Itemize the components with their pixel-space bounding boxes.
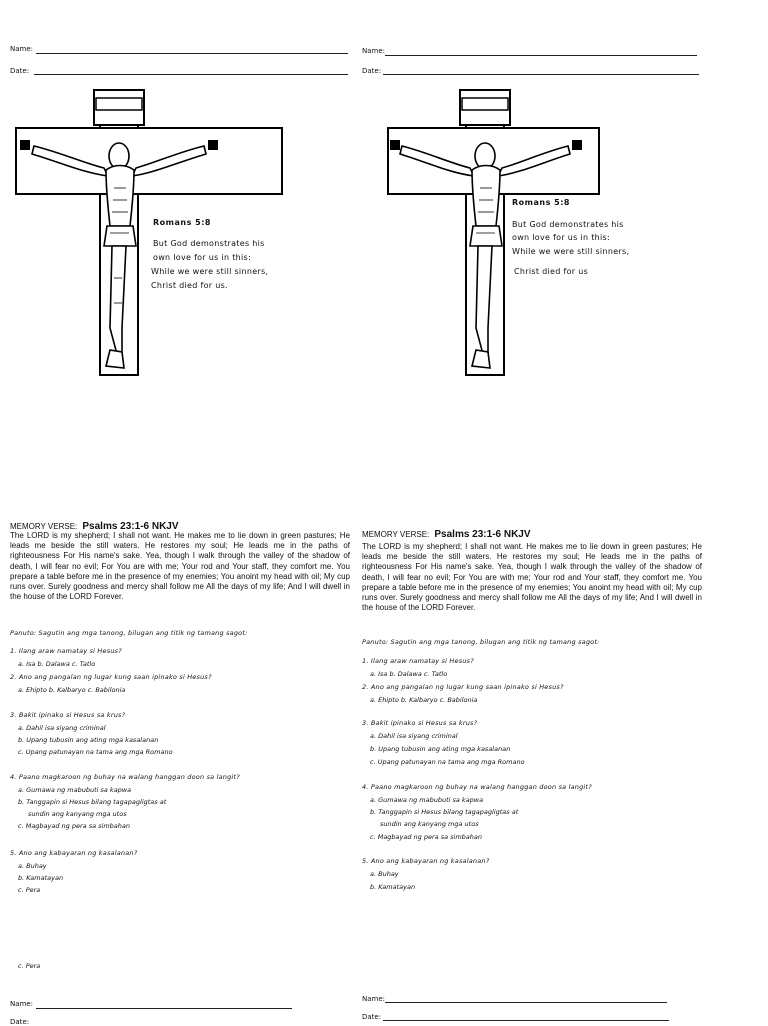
q2-options-left: a. Ehipto b. Kalbaryo c. Babilonia: [18, 686, 126, 694]
name-line-bottom-left[interactable]: [36, 1008, 292, 1009]
memory-verse-prefix: MEMORY VERSE:: [10, 522, 78, 531]
date-line-right[interactable]: [383, 74, 699, 75]
name-label-right: Name:: [362, 47, 386, 55]
q4-b1-right: b. Tanggapin si Hesus bilang tagapagligtas at: [370, 808, 519, 816]
q4-c-right: c. Magbayad ng pera sa simbahan: [370, 833, 483, 841]
romans-line-1-right: But God demonstrates his: [512, 220, 624, 229]
q1-options-left: a. Isa b. Dalawa c. Tatlo: [18, 660, 96, 668]
q3-c-right: c. Upang patunayan na tama ang mga Romano: [370, 758, 525, 766]
name-label: Name:: [10, 45, 34, 53]
q5-b-left: b. Kamatayan: [18, 874, 64, 882]
quiz-instructions-right: Panuto: Sagutin ang mga tanong, bilugan ang titik ng tamang sagot:: [362, 638, 600, 646]
q4-b1-left: b. Tanggapin si Hesus bilang tagapagligtas at: [18, 798, 167, 806]
memory-verse-heading-right: [362, 522, 531, 541]
name-line-bottom-right[interactable]: [385, 1002, 667, 1003]
q3-b-left: b. Upang tubusin ang ating mga kasalanan: [18, 736, 159, 744]
name-label-bottom-left: Name:: [10, 1000, 34, 1008]
romans-line-3-left: While we were still sinners,: [151, 267, 269, 276]
date-label: Date:: [10, 67, 30, 75]
stray-answer-pera: c. Pera: [18, 962, 41, 970]
q3-c-left: c. Upang patunayan na tama ang mga Romano: [18, 748, 173, 756]
romans-line-3-right: While we were still sinners,: [512, 247, 630, 256]
romans-line-1-left: But God demonstrates his: [153, 239, 265, 248]
q3-left: 3. Bakit ipinako si Hesus sa krus?: [10, 711, 126, 719]
date-line-bottom-right[interactable]: [383, 1020, 669, 1021]
romans-line-4-right: Christ died for us: [514, 267, 589, 276]
quiz-instructions-left: Panuto: Sagutin ang mga tanong, bilugan ang titik ng tamang sagot:: [10, 629, 248, 637]
q4-a-left: a. Gumawa ng mabubuti sa kapwa: [18, 786, 132, 794]
memory-verse-title-right: Psalms 23:1-6 NKJV: [434, 529, 531, 540]
q4-c-left: c. Magbayad ng pera sa simbahan: [18, 822, 131, 830]
q1-right: 1. Ilang araw namatay si Hesus?: [362, 657, 474, 665]
romans-title-left: Romans 5:8: [153, 218, 211, 227]
q5-a-right: a. Buhay: [370, 870, 399, 878]
memory-verse-body-right: The LORD is my shepherd; I shall not want. He makes me to lie down in green pastures; He leads me beside the still waters. He restores my soul; He leads me in the paths of righteousness For His name's sake. Yea, though I walk through the valley of the shadow of death, I will fear no evil; For You are with me; Your rod and Your staff, they comfort me. You prepare a table before me in the presence of my enemies; You anoint my head with oil; My cup runs over. Surely goodness and mercy shall follow me All the days of my life; And I will dwell in the house of the LORD Forever.: [362, 542, 702, 613]
q2-right: 2. Ano ang pangalan ng lugar kung saan ipinako si Hesus?: [362, 683, 564, 691]
memory-verse-prefix-right: MEMORY VERSE:: [362, 530, 430, 539]
q2-left: 2. Ano ang pangalan ng lugar kung saan ipinako si Hesus?: [10, 673, 212, 681]
q3-a-left: a. Dahil isa siyang criminal: [18, 724, 106, 732]
crucifix-illustration: [14, 88, 284, 388]
name-label-bottom-right: Name:: [362, 995, 386, 1003]
name-line-right[interactable]: [385, 55, 697, 56]
q3-a-right: a. Dahil isa siyang criminal: [370, 732, 458, 740]
q4-a-right: a. Gumawa ng mabubuti sa kapwa: [370, 796, 484, 804]
romans-title-right: Romans 5:8: [512, 198, 570, 207]
q1-left: 1. Ilang araw namatay si Hesus?: [10, 647, 122, 655]
q2-options-right: a. Ehipto b. Kalbaryo c. Babilonia: [370, 696, 478, 704]
q4-b2-right: sundin ang kanyang mga utos: [380, 820, 479, 828]
q3-b-right: b. Upang tubusin ang ating mga kasalanan: [370, 745, 511, 753]
q3-right: 3. Bakit ipinako si Hesus sa krus?: [362, 719, 478, 727]
q4-b2-left: sundin ang kanyang mga utos: [28, 810, 127, 818]
date-line[interactable]: [34, 74, 348, 75]
romans-line-2-right: own love for us in this:: [512, 233, 611, 242]
q1-options-right: a. Isa b. Dalawa c. Tatlo: [370, 670, 448, 678]
q5-left: 5. Ano ang kabayaran ng kasalanan?: [10, 849, 138, 857]
q5-right: 5. Ano ang kabayaran ng kasalanan?: [362, 857, 490, 865]
romans-line-4-left: Christ died for us.: [151, 281, 228, 290]
q4-left: 4. Paano magkaroon ng buhay na walang hanggan doon sa langit?: [10, 773, 240, 781]
memory-verse-title: Psalms 23:1-6 NKJV: [82, 521, 179, 532]
q5-a-left: a. Buhay: [18, 862, 47, 870]
name-line[interactable]: [36, 53, 348, 54]
date-label-bottom-left: Date:: [10, 1018, 30, 1026]
date-label-bottom-right: Date:: [362, 1013, 382, 1021]
q5-b-right: b. Kamatayan: [370, 883, 416, 891]
date-label-right: Date:: [362, 67, 382, 75]
memory-verse-body-left: The LORD is my shepherd; I shall not want. He makes me to lie down in green pastures; He leads me beside the still waters. He restores my soul; He leads me in the paths of righteousness For His name's sake. Yea, though I walk through the valley of the shadow of death, I will fear no evil; For You are with me; Your rod and Your staff, they comfort me. You prepare a table before me in the presence of my enemies; You anoint my head with oil; My cup runs over. Surely goodness and mercy shall follow me All the days of my life; And I will dwell in the house of the LORD Forever.: [10, 531, 350, 602]
q5-c-left: c. Pera: [18, 886, 41, 894]
q4-right: 4. Paano magkaroon ng buhay na walang hanggan doon sa langit?: [362, 783, 592, 791]
romans-line-2-left: own love for us in this:: [153, 253, 252, 262]
